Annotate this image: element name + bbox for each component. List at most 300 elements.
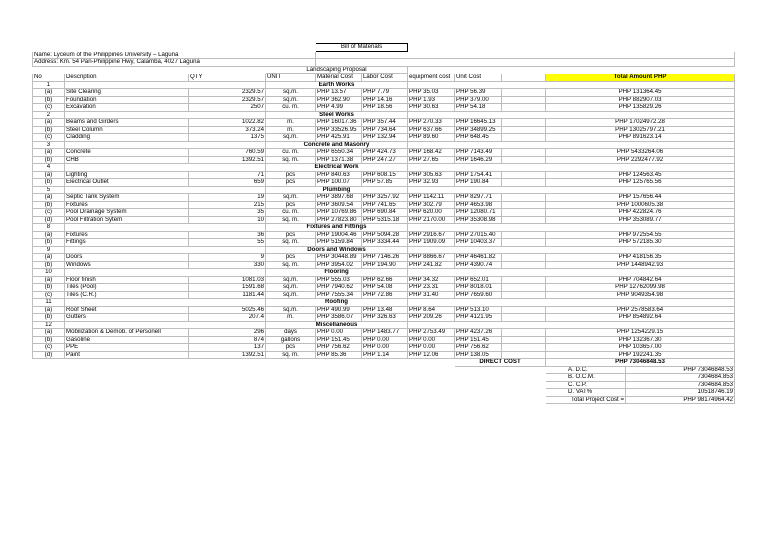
item-total-amount: PHP 9049354.98 <box>546 291 735 299</box>
item-qty: 207.4 <box>189 314 266 322</box>
item-unit: sq.m. <box>266 284 316 292</box>
summary-letter: A. <box>568 366 574 373</box>
item-qty: 19 <box>189 194 266 202</box>
blank-cell <box>408 246 735 254</box>
summary-value: 10518746.19 <box>626 389 735 397</box>
section-number: 4 <box>33 164 65 172</box>
blank-cell <box>408 141 735 149</box>
item-unit-cost: PHP 1646.29 <box>455 156 502 164</box>
blank-cell <box>33 381 546 389</box>
item-unit: sq.m. <box>266 134 316 142</box>
item-row <box>33 119 735 127</box>
section-number: 9 <box>33 246 65 254</box>
item-labor-cost: PHP 690.84 <box>362 209 408 217</box>
item-unit: sq.m. <box>266 194 316 202</box>
item-equipment-cost: PHP 32.93 <box>408 179 455 187</box>
section-name: Earth Works <box>266 81 408 89</box>
blank-cell <box>502 96 546 104</box>
item-labor-cost: PHP 0.00 <box>362 336 408 344</box>
item-equipment-cost: PHP 8.64 <box>408 306 455 314</box>
blank-cell <box>502 209 546 217</box>
item-description: Site Clearing <box>65 89 189 97</box>
header-row <box>33 74 735 82</box>
section-number: 8 <box>33 224 65 232</box>
item-material-cost: PHP 7940.62 <box>316 284 362 292</box>
blank-cell <box>33 396 546 404</box>
item-letter: (d) <box>33 351 65 359</box>
item-qty: 137 <box>189 344 266 352</box>
item-labor-cost: PHP 62.66 <box>362 276 408 284</box>
item-qty: 71 <box>189 171 266 179</box>
item-unit-cost: PHP 54.18 <box>455 104 502 112</box>
blank-cell <box>408 44 735 52</box>
item-description: Cladding <box>65 134 189 142</box>
item-labor-cost: PHP 741.65 <box>362 201 408 209</box>
item-labor-cost: PHP 1483.77 <box>362 329 408 337</box>
item-qty: 1591.68 <box>189 284 266 292</box>
item-unit-cost: PHP 4121.95 <box>455 314 502 322</box>
item-material-cost: PHP 6550.34 <box>316 149 362 157</box>
item-labor-cost: PHP 18.56 <box>362 104 408 112</box>
summary-name: C.P. <box>575 381 587 388</box>
item-qty: 9 <box>189 254 266 262</box>
section-row <box>33 321 735 329</box>
item-labor-cost: PHP 424.73 <box>362 149 408 157</box>
section-row <box>33 299 735 307</box>
item-equipment-cost: PHP 1142.11 <box>408 194 455 202</box>
item-description: Beams and Girders <box>65 119 189 127</box>
direct-cost-value: PHP 73046848.53 <box>546 359 735 367</box>
blank-cell <box>502 261 546 269</box>
item-description: Fittings <box>65 239 189 247</box>
item-description: Doors <box>65 254 189 262</box>
item-qty: 215 <box>189 201 266 209</box>
item-labor-cost: PHP 194.90 <box>362 261 408 269</box>
item-labor-cost: PHP 3257.92 <box>362 194 408 202</box>
item-material-cost: PHP 33526.95 <box>316 126 362 134</box>
blank-cell <box>502 201 546 209</box>
item-description: Windows <box>65 261 189 269</box>
item-unit-cost: PHP 8297.71 <box>455 194 502 202</box>
item-total-amount: PHP 124563.45 <box>546 171 735 179</box>
item-labor-cost: PHP 1.14 <box>362 351 408 359</box>
blank-cell <box>65 246 266 254</box>
summary-value: 7304684.853 <box>626 374 735 382</box>
item-total-amount: PHP 125765.56 <box>546 179 735 187</box>
summary-label <box>546 389 626 397</box>
title-row <box>33 44 735 52</box>
item-description: Pool Drainage System <box>65 209 189 217</box>
blank-cell <box>408 111 735 119</box>
item-total-amount: PHP 131364.45 <box>546 89 735 97</box>
item-unit-cost: PHP 7143.49 <box>455 149 502 157</box>
item-material-cost: PHP 151.45 <box>316 336 362 344</box>
item-letter: (a) <box>33 254 65 262</box>
institution-address: Address: Km. 54 Pan-Philippine Hwy, Calamba, 4027 Laguna <box>33 59 316 67</box>
blank-cell <box>502 216 546 224</box>
item-unit-cost: PHP 35308.98 <box>455 216 502 224</box>
blank-cell <box>33 374 546 382</box>
item-row <box>33 134 735 142</box>
item-labor-cost: PHP 72.86 <box>362 291 408 299</box>
blank-cell <box>316 51 735 59</box>
item-labor-cost: PHP 608.15 <box>362 171 408 179</box>
item-description: Lighting <box>65 171 189 179</box>
item-unit-cost: PHP 648.45 <box>455 134 502 142</box>
blank-cell <box>502 291 546 299</box>
item-total-amount: PHP 192241.35 <box>546 351 735 359</box>
blank-cell <box>408 321 735 329</box>
item-letter: (a) <box>33 89 65 97</box>
item-total-amount: PHP 157656.44 <box>546 194 735 202</box>
item-material-cost: PHP 840.63 <box>316 171 362 179</box>
item-unit: pcs <box>266 179 316 187</box>
item-unit-cost: PHP 151.45 <box>455 336 502 344</box>
item-letter: (b) <box>33 156 65 164</box>
item-unit: cu. m. <box>266 209 316 217</box>
item-description: Tiles (C.R.) <box>65 291 189 299</box>
item-material-cost: PHP 362.90 <box>316 96 362 104</box>
blank-cell <box>502 239 546 247</box>
item-material-cost: PHP 10769.86 <box>316 209 362 217</box>
item-qty: 35 <box>189 209 266 217</box>
blank-cell <box>65 164 266 172</box>
total-project-row <box>33 396 735 404</box>
item-unit: gallons <box>266 336 316 344</box>
section-number: 2 <box>33 111 65 119</box>
header-qty: QTY <box>189 74 266 82</box>
summary-letter: C. <box>568 381 575 388</box>
item-description: Electrical Outlet <box>65 179 189 187</box>
item-labor-cost: PHP 14.16 <box>362 96 408 104</box>
item-unit-cost: PHP 1754.41 <box>455 171 502 179</box>
item-material-cost: PHP 16017.36 <box>316 119 362 127</box>
item-unit-cost: PHP 16645.13 <box>455 119 502 127</box>
item-row <box>33 209 735 217</box>
item-total-amount: PHP 1448942.93 <box>546 261 735 269</box>
item-description: CHB <box>65 156 189 164</box>
address-row <box>33 59 735 67</box>
item-equipment-cost: PHP 2753.49 <box>408 329 455 337</box>
item-unit-cost: PHP 138.05 <box>455 351 502 359</box>
summary-row <box>33 389 735 397</box>
item-unit: pcs <box>266 201 316 209</box>
blank-cell <box>33 366 546 374</box>
item-material-cost: PHP 27823.80 <box>316 216 362 224</box>
item-row <box>33 89 735 97</box>
item-total-amount: PHP 891623.14 <box>546 134 735 142</box>
item-row <box>33 261 735 269</box>
item-material-cost: PHP 5159.84 <box>316 239 362 247</box>
item-row <box>33 231 735 239</box>
section-row <box>33 111 735 119</box>
item-material-cost: PHP 3586.07 <box>316 314 362 322</box>
item-equipment-cost: PHP 270.33 <box>408 119 455 127</box>
blank-cell <box>65 299 266 307</box>
blank-cell <box>408 164 735 172</box>
item-unit-cost: PHP 8018.01 <box>455 284 502 292</box>
item-letter: (a) <box>33 194 65 202</box>
item-material-cost: PHP 85.36 <box>316 351 362 359</box>
item-qty: 10 <box>189 216 266 224</box>
item-description: Roof Sheet <box>65 306 189 314</box>
item-unit: cu. m. <box>266 104 316 112</box>
blank-cell <box>502 254 546 262</box>
section-name: Miscellaneous <box>266 321 408 329</box>
summary-row <box>33 381 735 389</box>
item-material-cost: PHP 555.03 <box>316 276 362 284</box>
item-labor-cost: PHP 54.08 <box>362 284 408 292</box>
item-description: Steel Column <box>65 126 189 134</box>
item-qty: 1392.51 <box>189 351 266 359</box>
item-unit: cu. m. <box>266 149 316 157</box>
section-row <box>33 141 735 149</box>
item-material-cost: PHP 100.07 <box>316 179 362 187</box>
header-no: No <box>33 74 65 82</box>
item-labor-cost: PHP 3334.44 <box>362 239 408 247</box>
item-total-amount: PHP 972554.55 <box>546 231 735 239</box>
blank-cell <box>65 81 266 89</box>
section-name: Concrete and Masonry <box>266 141 408 149</box>
item-labor-cost: PHP 57.85 <box>362 179 408 187</box>
item-unit: sq.m. <box>266 89 316 97</box>
direct-cost-label: DIRECT COST <box>455 359 546 367</box>
item-unit-cost: PHP 756.62 <box>455 344 502 352</box>
item-letter: (b) <box>33 201 65 209</box>
header-equipment-cost: equipment cost <box>408 74 455 82</box>
item-equipment-cost: PHP 241.82 <box>408 261 455 269</box>
item-labor-cost: PHP 247.27 <box>362 156 408 164</box>
item-unit: sq. m. <box>266 261 316 269</box>
blank-cell <box>502 156 546 164</box>
item-equipment-cost: PHP 0.00 <box>408 344 455 352</box>
item-equipment-cost: PHP 89.60 <box>408 134 455 142</box>
name-row <box>33 51 735 59</box>
item-unit: pcs <box>266 231 316 239</box>
item-unit-cost: PHP 513.10 <box>455 306 502 314</box>
summary-label <box>546 366 626 374</box>
total-project-label: Total Project Cost = <box>546 396 626 404</box>
blank-cell <box>408 224 735 232</box>
item-material-cost: PHP 7555.34 <box>316 291 362 299</box>
item-unit: sq.m. <box>266 276 316 284</box>
item-total-amount: PHP 132367.30 <box>546 336 735 344</box>
item-total-amount: PHP 1000605.38 <box>546 201 735 209</box>
proposal-row <box>33 66 735 74</box>
blank-cell <box>65 186 266 194</box>
item-material-cost: PHP 756.62 <box>316 344 362 352</box>
item-letter: (c) <box>33 291 65 299</box>
item-unit: m. <box>266 119 316 127</box>
item-description: Excavation <box>65 104 189 112</box>
item-material-cost: PHP 19004.46 <box>316 231 362 239</box>
total-project-value: PHP 98174964.42 <box>626 396 735 404</box>
item-unit-cost: PHP 190.84 <box>455 179 502 187</box>
item-equipment-cost: PHP 620.00 <box>408 209 455 217</box>
section-row <box>33 246 735 254</box>
item-total-amount: PHP 704842.64 <box>546 276 735 284</box>
item-labor-cost: PHP 357.44 <box>362 119 408 127</box>
item-unit: m. <box>266 126 316 134</box>
section-name: Flooring <box>266 269 408 277</box>
item-qty: 1081.03 <box>189 276 266 284</box>
item-description: Fixtures <box>65 201 189 209</box>
blank-cell <box>33 66 266 74</box>
item-letter: (a) <box>33 306 65 314</box>
item-material-cost: PHP 3897.68 <box>316 194 362 202</box>
item-letter: (c) <box>33 134 65 142</box>
header-material-cost: Material Cost <box>316 74 362 82</box>
item-equipment-cost: PHP 305.63 <box>408 171 455 179</box>
blank-cell <box>502 351 546 359</box>
item-total-amount: PHP 13025797.21 <box>546 126 735 134</box>
item-qty: 2329.57 <box>189 89 266 97</box>
blank-cell <box>502 194 546 202</box>
item-letter: (b) <box>33 126 65 134</box>
blank-cell <box>33 389 546 397</box>
section-number: 12 <box>33 321 65 329</box>
item-letter: (a) <box>33 171 65 179</box>
item-equipment-cost: PHP 168.42 <box>408 149 455 157</box>
item-unit-cost: PHP 4653.98 <box>455 201 502 209</box>
item-material-cost: PHP 490.99 <box>316 306 362 314</box>
item-unit-cost: PHP 10403.37 <box>455 239 502 247</box>
blank-cell <box>502 344 546 352</box>
section-number: 3 <box>33 141 65 149</box>
item-unit-cost: PHP 379.00 <box>455 96 502 104</box>
item-row <box>33 284 735 292</box>
section-name: Roofing <box>266 299 408 307</box>
proposal-title: Landscaping Proposal <box>266 66 408 74</box>
item-material-cost: PHP 13.57 <box>316 89 362 97</box>
summary-row <box>33 366 735 374</box>
item-letter: (a) <box>33 231 65 239</box>
item-letter: (c) <box>33 104 65 112</box>
item-letter: (b) <box>33 179 65 187</box>
item-row <box>33 344 735 352</box>
item-letter: (b) <box>33 96 65 104</box>
section-row <box>33 186 735 194</box>
item-letter: (a) <box>33 149 65 157</box>
item-equipment-cost: PHP 1.93 <box>408 96 455 104</box>
blank-cell <box>408 81 735 89</box>
item-qty: 874 <box>189 336 266 344</box>
item-row <box>33 329 735 337</box>
blank-cell <box>502 171 546 179</box>
blank-cell <box>65 141 266 149</box>
item-equipment-cost: PHP 34.32 <box>408 276 455 284</box>
item-row <box>33 126 735 134</box>
summary-row <box>33 374 735 382</box>
blank-cell <box>502 74 546 82</box>
item-row <box>33 336 735 344</box>
item-row <box>33 306 735 314</box>
item-equipment-cost: PHP 30.63 <box>408 104 455 112</box>
section-row <box>33 224 735 232</box>
item-description: Fixtures <box>65 231 189 239</box>
item-unit: m. <box>266 314 316 322</box>
header-total-amount: Total Amount PHP <box>546 74 735 82</box>
item-description: Gutters <box>65 314 189 322</box>
item-material-cost: PHP 30448.89 <box>316 254 362 262</box>
item-row <box>33 96 735 104</box>
item-qty: 296 <box>189 329 266 337</box>
item-equipment-cost: PHP 31.40 <box>408 291 455 299</box>
item-qty: 55 <box>189 239 266 247</box>
blank-cell <box>502 126 546 134</box>
item-total-amount: PHP 12762099.98 <box>546 284 735 292</box>
summary-value: 7304684.853 <box>626 381 735 389</box>
blank-cell <box>502 276 546 284</box>
item-qty: 2507 <box>189 104 266 112</box>
blank-cell <box>502 104 546 112</box>
item-row <box>33 276 735 284</box>
item-unit-cost: PHP 652.01 <box>455 276 502 284</box>
section-name: Doors and Windows <box>266 246 408 254</box>
item-qty: 2329.57 <box>189 96 266 104</box>
section-number: 11 <box>33 299 65 307</box>
blank-cell <box>502 89 546 97</box>
summary-value: PHP 73046848.53 <box>626 366 735 374</box>
blank-cell <box>502 134 546 142</box>
item-unit-cost: PHP 46461.82 <box>455 254 502 262</box>
blank-cell <box>316 59 735 67</box>
item-qty: 5025.46 <box>189 306 266 314</box>
section-name: Electrical Work <box>266 164 408 172</box>
item-row <box>33 239 735 247</box>
item-total-amount: PHP 422824.76 <box>546 209 735 217</box>
blank-cell <box>408 186 735 194</box>
summary-name: VAT% <box>575 388 593 396</box>
item-unit: pcs <box>266 344 316 352</box>
blank-cell <box>502 329 546 337</box>
item-letter: (c) <box>33 209 65 217</box>
item-qty: 330 <box>189 261 266 269</box>
item-row <box>33 104 735 112</box>
item-qty: 659 <box>189 179 266 187</box>
blank-cell <box>502 314 546 322</box>
blank-cell <box>408 269 735 277</box>
item-unit-cost: PHP 7659.60 <box>455 291 502 299</box>
summary-label <box>546 381 626 389</box>
blank-cell <box>65 321 266 329</box>
item-labor-cost: PHP 7146.26 <box>362 254 408 262</box>
item-letter: (a) <box>33 329 65 337</box>
summary-letter: D. <box>568 388 575 396</box>
item-total-amount: PHP 2578583.64 <box>546 306 735 314</box>
blank-cell <box>502 336 546 344</box>
item-letter: (d) <box>33 216 65 224</box>
item-labor-cost: PHP 5315.18 <box>362 216 408 224</box>
item-total-amount: PHP 418156.35 <box>546 254 735 262</box>
item-material-cost: PHP 425.91 <box>316 134 362 142</box>
item-equipment-cost: PHP 12.06 <box>408 351 455 359</box>
item-equipment-cost: PHP 27.65 <box>408 156 455 164</box>
item-row <box>33 314 735 322</box>
item-equipment-cost: PHP 0.00 <box>408 336 455 344</box>
item-labor-cost: PHP 5094.28 <box>362 231 408 239</box>
section-row <box>33 269 735 277</box>
item-labor-cost: PHP 7.79 <box>362 89 408 97</box>
item-description: Foundation <box>65 96 189 104</box>
item-unit: sq.m. <box>266 96 316 104</box>
item-equipment-cost: PHP 8866.67 <box>408 254 455 262</box>
section-name: Steel Works <box>266 111 408 119</box>
item-qty: 1375 <box>189 134 266 142</box>
section-number: 5 <box>33 186 65 194</box>
section-number: 10 <box>33 269 65 277</box>
summary-name: O.C.M. <box>575 373 595 381</box>
